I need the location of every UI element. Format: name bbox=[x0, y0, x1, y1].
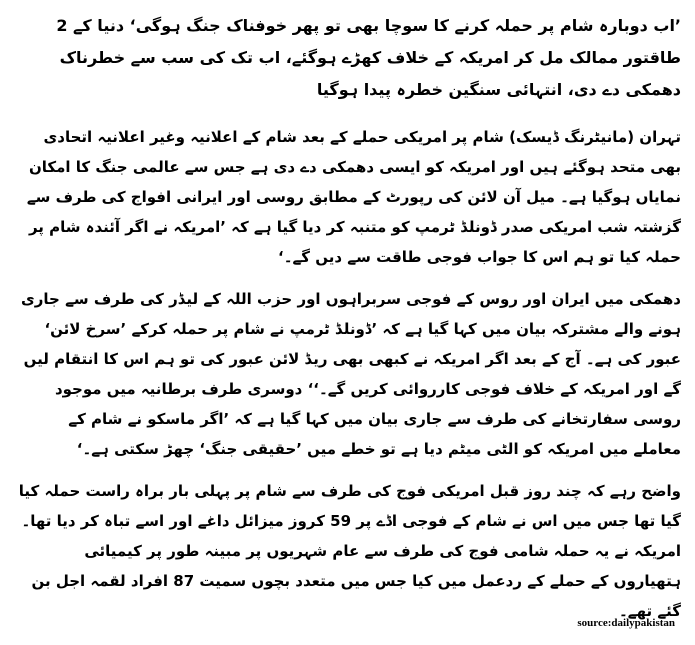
article-headline: ’اب دوبارہ شام پر حملہ کرنے کا سوچا بھی تو پھر خوفناک جنگ ہوگی‘ دنیا کے 2 طاقتور ممالک مل کر امریکہ کے خلاف کھڑے ہوگئے، اب تک کی سب سے خطرناک دھمکی دے دی، انتہائی سنگین خطرہ پیدا ہوگیا bbox=[56, 16, 681, 99]
article-paragraph-1: تہران (مانیٹرنگ ڈیسک) شام پر امریکی حملے کے بعد شام کے اعلانیہ وغیر اعلانیہ اتحادی بھی متحد ہوگئے ہیں اور امریکہ کو ایسی دھمکی دے دی ہے جس سے عالمی جنگ کا امکان نمایاں ہوگیا ہے۔ میل آن لائن کی رپورٹ کے مطابق روسی اور ایرانی افواج کی طرف سے گزشتہ شب امریکی صدر ڈونلڈ ٹرمپ کو متنبہ کر دیا گیا ہے کہ ’امریکہ نے اگر آئندہ شام پر حملہ کیا تو ہم اس کا جواب فوجی طاقت سے دیں گے۔‘ bbox=[26, 128, 681, 266]
article-paragraph-2: دھمکی میں ایران اور روس کے فوجی سربراہوں اور حزب اللہ کے لیڈر کی طرف سے جاری ہونے والے مشترکہ بیان میں کہا گیا ہے کہ ’ڈونلڈ ٹرمپ نے شام پر حملہ کرکے ’سرخ لائن‘ عبور کی ہے۔ آج کے بعد اگر امریکہ نے کبھی بھی ریڈ لائن عبور کی تو ہم اس کا انتقام لیں گے اور امریکہ کے خلاف فوجی کارروائی کریں گے۔‘‘ دوسری طرف برطانیہ میں موجود روسی سفارتخانے کی طرف سے جاری بیان میں کہا گیا ہے کہ ’اگر ماسکو نے شام کے معاملے میں امریکہ کو الٹی میٹم دیا ہے تو خطے میں ’حقیقی جنگ‘ چھڑ سکتی ہے۔‘ bbox=[21, 290, 681, 458]
source-credit: source:dailypakistan bbox=[577, 617, 675, 629]
article-paragraph-3: واضح رہے کہ چند روز قبل امریکی فوج کی طرف سے شام پر پہلی بار براہ راست حملہ کیا گیا تھا جس میں اس نے شام کے فوجی اڈے پر 59 کروز میزائل داغے اور اسے تباہ کر دیا تھا۔ امریکہ نے یہ حملہ شامی فوج کی طرف سے عام شہریوں پر مبینہ طور پر کیمیائی ہتھیاروں کے حملے کے ردعمل میں کیا جس میں متعدد بچوں سمیت 87 افراد لقمہ اجل بن گئے تھے۔ bbox=[18, 482, 681, 620]
